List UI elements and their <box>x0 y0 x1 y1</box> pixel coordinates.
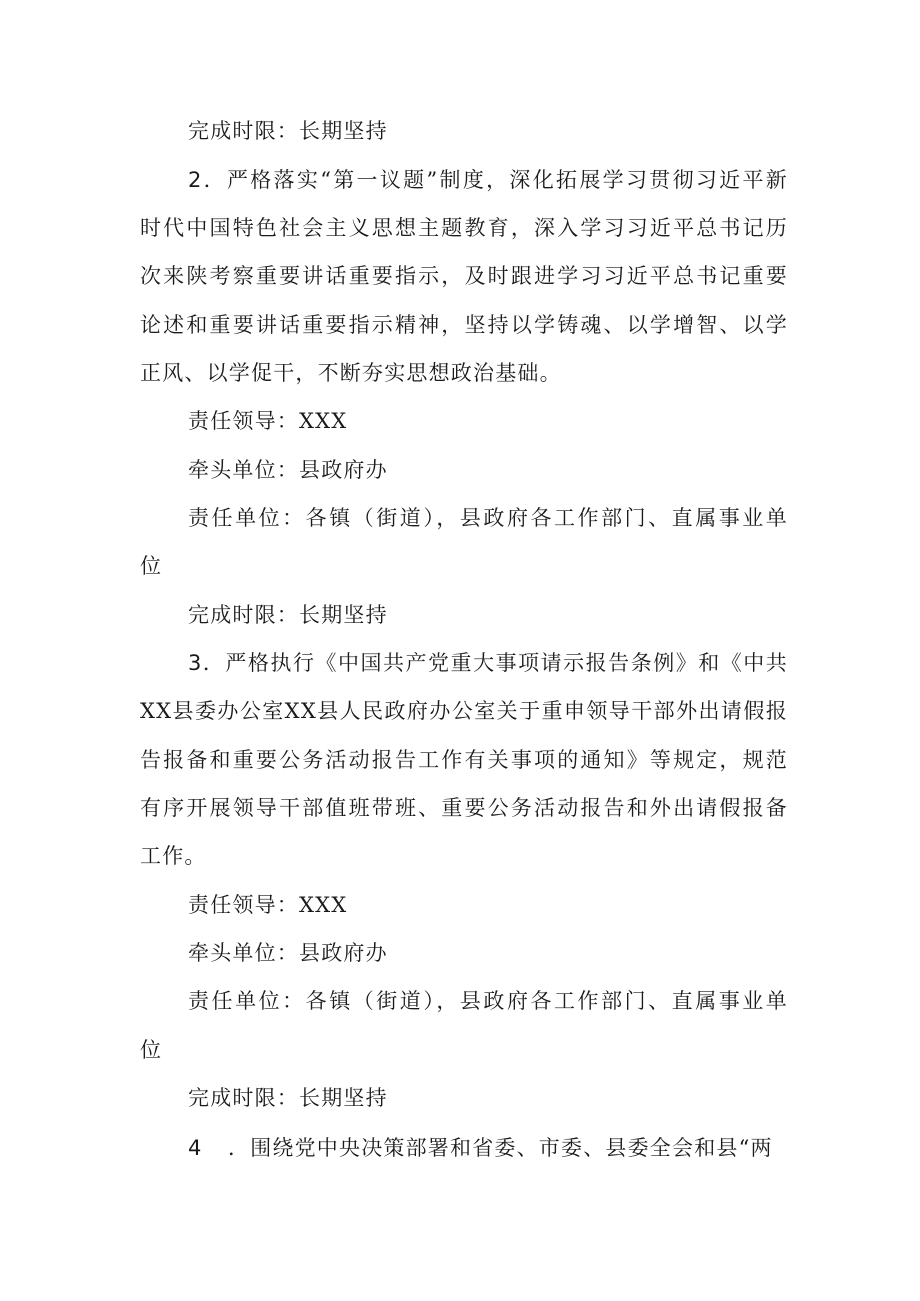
item3-leader: 责任领导：XXX <box>188 893 348 917</box>
item3-resp-unit-1: 责任单位：各镇（街道），县政府各工作部门、直属事业单 <box>188 989 788 1013</box>
item4-line-1 <box>188 1133 773 1163</box>
item3-line-5: 工作。 <box>140 844 207 868</box>
item2-line-2: 时代中国特色社会主义思想主题教育，深入学习习近平总书记历 <box>140 216 788 240</box>
item2-line-5: 正风、以学促干，不断夯实思想政治基础。 <box>140 361 562 385</box>
item3-deadline: 完成时限：长期坚持 <box>188 1086 388 1110</box>
item4-text-1: ．围绕党中央决策部署和省委、市委、县委全会和县“两 <box>228 1136 773 1160</box>
item3-line-4: 有序开展领导干部值班带班、重要公务活动报告和外出请假报备 <box>140 796 788 820</box>
item4-number: 4 <box>188 1136 203 1160</box>
item2-number: 2 <box>188 168 203 192</box>
item3-line-3: 告报备和重要公务活动报告工作有关事项的通知》等规定，规范 <box>140 748 788 772</box>
item2-resp-unit-1: 责任单位：各镇（街道），县政府各工作部门、直属事业单 <box>188 506 788 530</box>
item2-leader: 责任领导：XXX <box>188 409 348 433</box>
item1-deadline: 完成时限：长期坚持 <box>188 119 388 143</box>
item3-line-1 <box>188 648 788 678</box>
item2-lead-unit: 牵头单位：县政府办 <box>188 458 388 482</box>
item3-line-2: XX县委办公室XX县人民政府办公室关于重申领导干部外出请假报 <box>140 699 788 723</box>
item3-number: 3 <box>188 651 203 675</box>
item3-lead-unit: 牵头单位：县政府办 <box>188 941 388 965</box>
item2-line-1 <box>188 165 788 195</box>
item2-line-3: 次来陕考察重要讲话重要指示，及时跟进学习习近平总书记重要 <box>140 264 788 288</box>
item2-line-4: 论述和重要讲话重要指示精神，坚持以学铸魂、以学增智、以学 <box>140 313 788 337</box>
item3-text-1: ．严格执行《中国共产党重大事项请示报告条例》和《中共 <box>202 651 788 675</box>
item2-resp-unit-2: 位 <box>140 554 163 578</box>
item2-deadline: 完成时限：长期坚持 <box>188 603 388 627</box>
item2-text-1: ．严格落实“第一议题”制度，深化拓展学习贯彻习近平新 <box>202 168 788 192</box>
item3-resp-unit-2: 位 <box>140 1038 163 1062</box>
